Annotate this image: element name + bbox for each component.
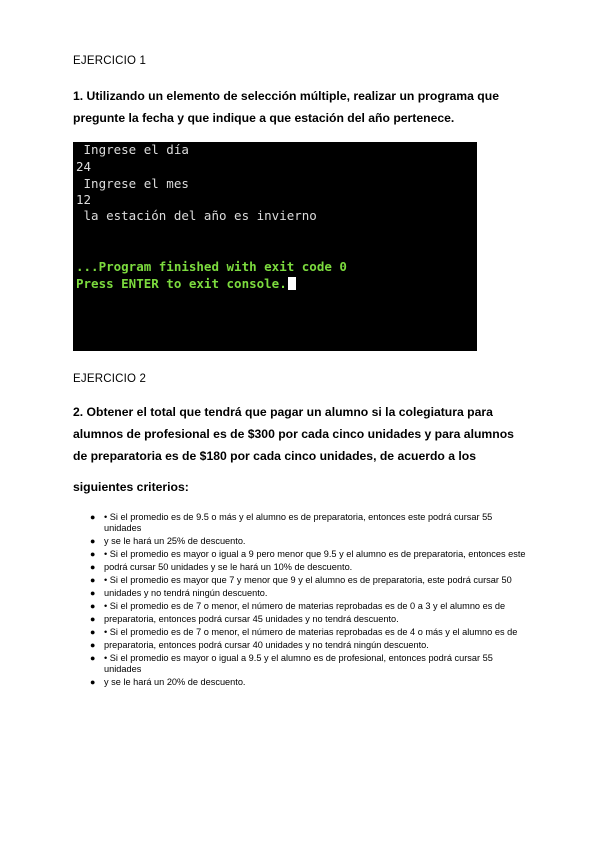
bullet-icon: ● [90, 549, 96, 559]
bullet-icon: ● [90, 601, 96, 611]
exercise-1-question [73, 85, 533, 129]
list-item [88, 549, 528, 560]
bullet-icon: ● [90, 575, 96, 585]
list-item-text: • Si el promedio es de 7 o menor, el número de materias reprobadas es de 4 o más y el alumno es de [104, 627, 518, 637]
list-item [88, 588, 528, 599]
list-item-text: • Si el promedio es de 9.5 o más y el alumno es de preparatoria, entonces este podrá cursar 55 unidades [104, 512, 493, 533]
console-finished-message: ...Program finished with exit code 0 [76, 259, 347, 274]
exercise-2-question [73, 401, 533, 467]
bullet-icon: ● [90, 640, 96, 650]
list-item-text: preparatoria, entonces podrá cursar 45 unidades y no tendrá descuento. [104, 614, 399, 624]
console-press-enter-text: Press ENTER to exit console. [76, 276, 287, 291]
console-input-day: 24 [76, 159, 92, 174]
list-item [88, 614, 528, 625]
list-item-text: podrá cursar 50 unidades y se le hará un 10% de descuento. [104, 562, 353, 572]
list-item [88, 536, 528, 547]
question-line: pregunte la fecha y que indique a que estación del año pertenece. [73, 111, 455, 125]
list-item-text: unidades y no tendrá ningún descuento. [104, 588, 268, 598]
cursor-icon [288, 277, 296, 290]
console-screenshot [73, 142, 477, 351]
bullet-icon: ● [90, 512, 96, 522]
list-item [88, 601, 528, 612]
question-line: de preparatoria es de $180 por cada cinco unidades, de acuerdo a los [73, 449, 477, 463]
list-item [88, 627, 528, 638]
console-press-enter [76, 276, 296, 293]
bullet-icon: ● [90, 562, 96, 572]
console-prompt-month: Ingrese el mes [76, 176, 189, 191]
list-item-text: y se le hará un 20% de descuento. [104, 677, 246, 687]
bullet-icon: ● [90, 653, 96, 663]
console-input-month: 12 [76, 192, 92, 207]
console-prompt-day: Ingrese el día [76, 142, 189, 157]
list-item [88, 653, 528, 675]
list-item [88, 640, 528, 651]
list-item-text: • Si el promedio es mayor o igual a 9 pero menor que 9.5 y el alumno es de preparatoria, entonces este [104, 549, 526, 559]
bullet-icon: ● [90, 677, 96, 687]
console-result: la estación del año es invierno [76, 208, 317, 223]
list-item-text: • Si el promedio es mayor o igual a 9.5 y el alumno es de profesional, entonces podrá cursar 55 unidades [104, 653, 493, 674]
exercise-1-heading: EJERCICIO 1 [73, 55, 147, 67]
question-line: 1. Utilizando un elemento de selección múltiple, realizar un programa que [73, 89, 499, 103]
list-item [88, 562, 528, 573]
criteria-list [88, 512, 528, 690]
bullet-icon: ● [90, 536, 96, 546]
list-item-text: preparatoria, entonces podrá cursar 40 unidades y no tendrá ningún descuento. [104, 640, 429, 650]
question-line: 2. Obtener el total que tendrá que pagar un alumno si la colegiatura para [73, 405, 493, 419]
question-line: alumnos de profesional es de $300 por cada cinco unidades y para alumnos [73, 427, 514, 441]
list-item [88, 512, 528, 534]
bullet-icon: ● [90, 627, 96, 637]
list-item [88, 575, 528, 586]
list-item-text: y se le hará un 25% de descuento. [104, 536, 246, 546]
bullet-icon: ● [90, 588, 96, 598]
criteria-title: siguientes criterios: [73, 480, 189, 494]
list-item [88, 677, 528, 688]
list-item-text: • Si el promedio es de 7 o menor, el número de materias reprobadas es de 0 a 3 y el alumno es de [104, 601, 506, 611]
bullet-icon: ● [90, 614, 96, 624]
exercise-2-heading: EJERCICIO 2 [73, 373, 147, 385]
list-item-text: • Si el promedio es mayor que 7 y menor que 9 y el alumno es de preparatoria, este podrá cursar 50 [104, 575, 512, 585]
